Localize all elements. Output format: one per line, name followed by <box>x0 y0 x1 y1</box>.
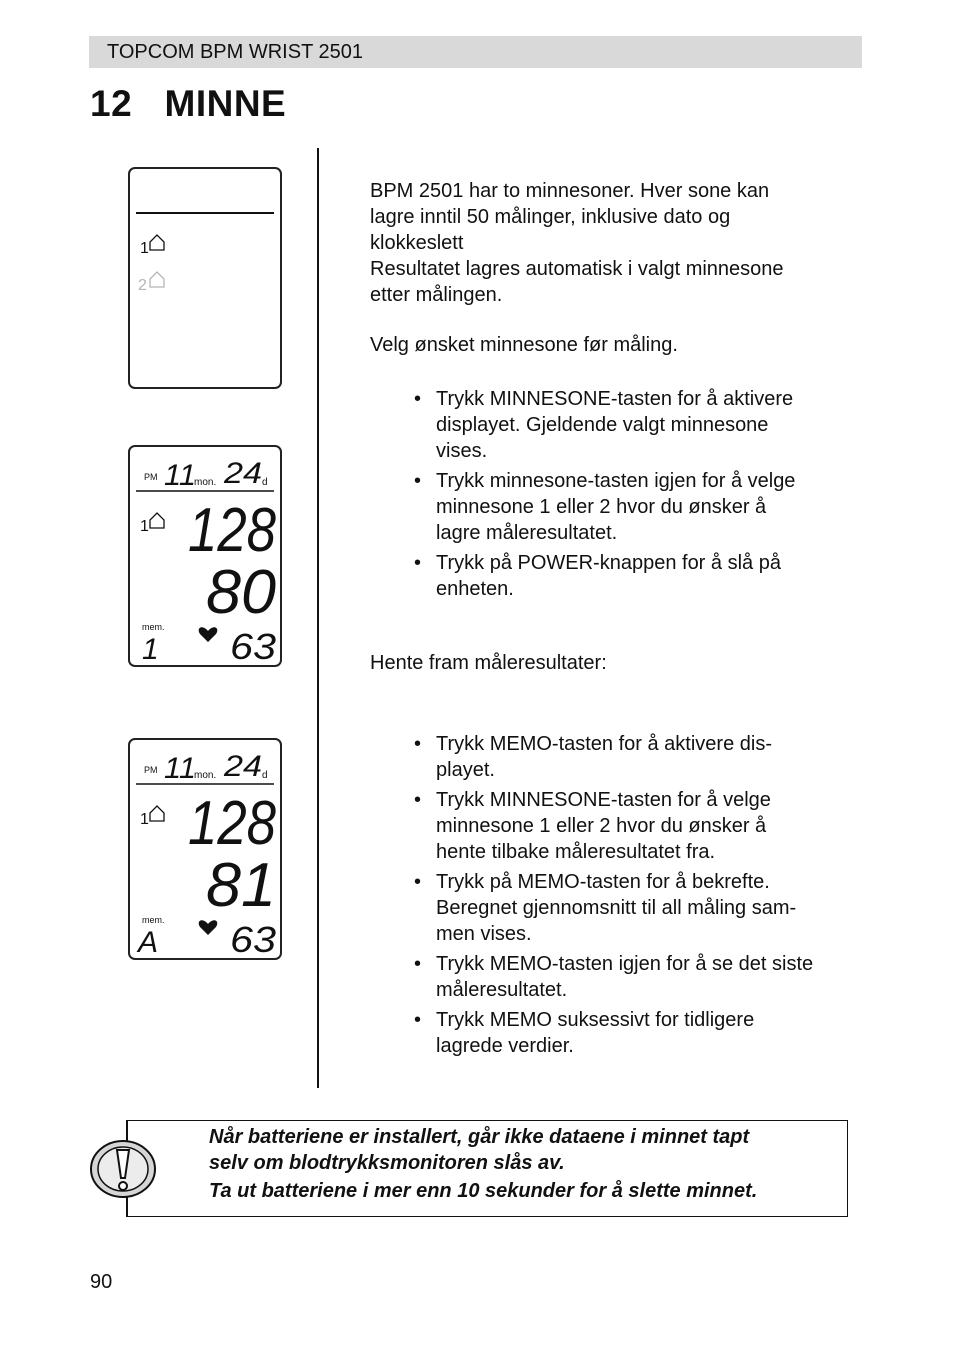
list-item-line: Trykk MEMO-tasten igjen for å se det siste <box>436 953 814 975</box>
lcd3-heart-icon <box>199 920 218 935</box>
lcd3-zone-house-icon <box>150 806 164 821</box>
intro-line: etter målingen. <box>370 284 503 306</box>
select-zone-text: Velg ønsket minnesone før måling. <box>370 334 678 356</box>
retrieve-steps-list <box>414 731 854 1063</box>
lcd1-zone2-house-icon <box>150 272 164 287</box>
intro-line: Resultatet lagres automatisk i valgt minnesone <box>370 258 784 280</box>
list-item <box>414 731 854 783</box>
header-bar <box>89 36 862 68</box>
bullet: • <box>414 953 422 975</box>
list-item-line: minnesone 1 eller 2 hvor du ønsker å <box>436 496 767 518</box>
note-line: Når batteriene er installert, går ikke dataene i minnet tapt <box>209 1126 750 1148</box>
lcd3-zone-number: 1 <box>140 811 149 828</box>
lcd2-zone-house-icon <box>150 513 164 528</box>
lcd2-mem-label: mem. <box>142 622 165 632</box>
list-item-line: Trykk MEMO-tasten for å aktivere dis- <box>436 733 772 755</box>
lcd2-pulse: 63 <box>230 626 276 667</box>
lcd3-d-label: d <box>262 770 268 781</box>
list-item-line: minnesone 1 eller 2 hvor du ønsker å <box>436 815 767 837</box>
lcd2-mon-label: mon. <box>194 477 217 488</box>
retrieve-heading: Hente fram måleresultater: <box>370 652 607 674</box>
lcd-measurement-stored <box>128 445 282 667</box>
note-text <box>209 1124 839 1204</box>
lcd3-day: 24 <box>222 750 262 783</box>
list-item-line: Trykk MINNESONE-tasten for å aktivere <box>436 388 794 410</box>
list-item-line: playet. <box>436 759 495 781</box>
lcd3-mem-value: A <box>138 926 159 959</box>
intro-line: klokkeslett <box>370 232 464 254</box>
chapter-title: 12 MINNE <box>90 83 287 124</box>
list-item-line: lagrede verdier. <box>436 1035 574 1057</box>
lcd1-zone1-number: 1 <box>140 240 149 257</box>
intro-paragraph <box>370 178 850 308</box>
note-line: selv om blodtrykksmonitoren slås av. <box>209 1152 565 1174</box>
lcd2-zone-number: 1 <box>140 518 149 535</box>
lcd3-pm-label: PM <box>144 765 158 775</box>
bullet: • <box>414 789 422 811</box>
note-line: Ta ut batteriene i mer enn 10 sekunder for å slette minnet. <box>209 1180 758 1202</box>
intro-line: BPM 2501 har to minnesoner. Hver sone kan <box>370 180 770 202</box>
list-item-line: Trykk MINNESONE-tasten for å velge <box>436 789 771 811</box>
bullet: • <box>414 733 422 755</box>
lcd2-day: 24 <box>222 457 262 490</box>
bullet: • <box>414 470 422 492</box>
lcd1-zone2-number: 2 <box>138 277 147 294</box>
lcd3-hour: 11 <box>164 752 196 785</box>
lcd3-mon-label: mon. <box>194 770 217 781</box>
warning-exclamation-icon <box>88 1138 158 1200</box>
store-steps-list <box>414 386 854 606</box>
list-item-line: vises. <box>436 440 488 462</box>
bullet: • <box>414 1009 422 1031</box>
lcd2-systolic: 128 <box>188 496 277 565</box>
lcd-zone-select <box>128 167 282 389</box>
column-divider <box>317 148 319 1088</box>
list-item <box>414 951 854 1003</box>
lcd3-mem-label: mem. <box>142 915 165 925</box>
list-item <box>414 787 854 865</box>
list-item-line: men vises. <box>436 923 532 945</box>
list-item-line: Trykk minnesone-tasten igjen for å velge <box>436 470 796 492</box>
list-item-line: Beregnet gjennomsnitt til all måling sam- <box>436 897 797 919</box>
list-item-line: Trykk på MEMO-tasten for å bekrefte. <box>436 871 770 893</box>
lcd2-pm-label: PM <box>144 472 158 482</box>
list-item <box>414 1007 854 1059</box>
list-item <box>414 386 854 464</box>
lcd-measurement-average <box>128 738 282 960</box>
intro-line: lagre inntil 50 målinger, inklusive dato og <box>370 206 731 228</box>
list-item-line: enheten. <box>436 578 514 600</box>
lcd2-hour: 11 <box>164 459 196 492</box>
lcd1-zone1-house-icon <box>150 235 164 250</box>
list-item <box>414 550 854 602</box>
lcd2-mem-value: 1 <box>142 633 159 666</box>
header-title: TOPCOM BPM WRIST 2501 <box>107 41 363 63</box>
list-item-line: Trykk MEMO suksessivt for tidligere <box>436 1009 755 1031</box>
page-number: 90 <box>90 1271 113 1293</box>
list-item <box>414 869 854 947</box>
lcd3-pulse: 63 <box>230 919 276 960</box>
bullet: • <box>414 388 422 410</box>
list-item-line: lagre måleresultatet. <box>436 522 618 544</box>
bullet: • <box>414 552 422 574</box>
lcd3-diastolic: 81 <box>206 851 276 920</box>
list-item <box>414 468 854 546</box>
lcd2-d-label: d <box>262 477 268 488</box>
lcd2-diastolic: 80 <box>206 558 276 627</box>
list-item-line: måleresultatet. <box>436 979 568 1001</box>
list-item-line: hente tilbake måleresultatet fra. <box>436 841 716 863</box>
lcd2-heart-icon <box>199 627 218 642</box>
bullet: • <box>414 871 422 893</box>
list-item-line: displayet. Gjeldende valgt minnesone <box>436 414 769 436</box>
list-item-line: Trykk på POWER-knappen for å slå på <box>436 552 781 574</box>
lcd3-systolic: 128 <box>188 789 277 858</box>
